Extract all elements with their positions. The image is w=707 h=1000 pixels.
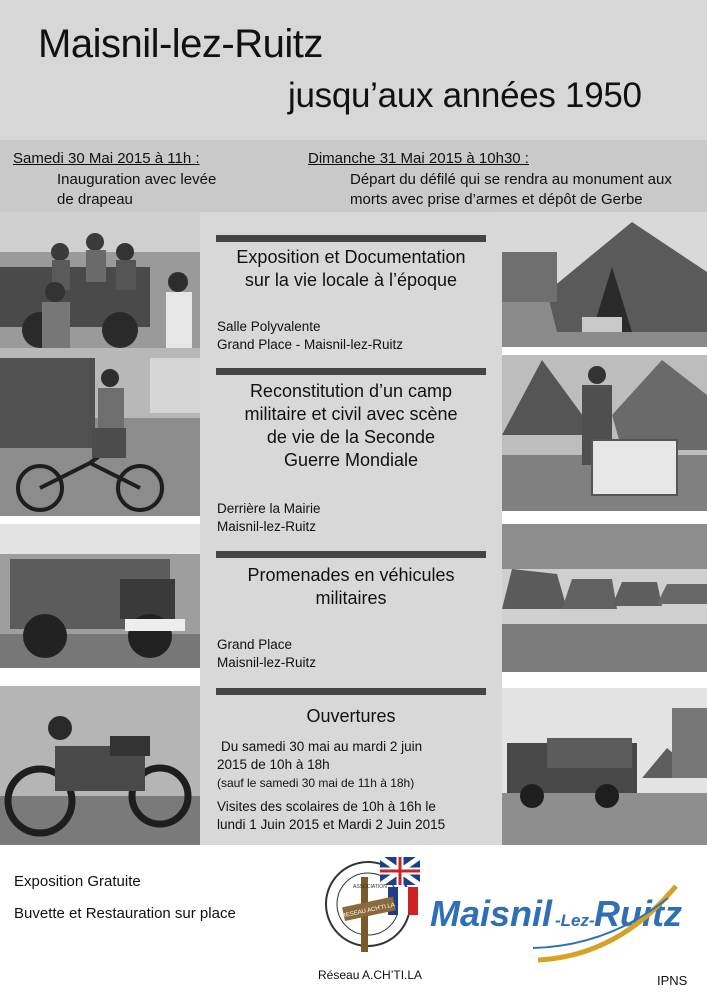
photo-soldiers-truck [0,212,200,348]
section-divider [216,551,486,558]
section-divider [216,688,486,695]
title-band [0,0,707,140]
town-logo [428,878,688,968]
saturday-line: de drapeau [57,191,133,208]
svg-text:-Lez-: -Lez- [555,911,595,930]
svg-text:Maisnil: Maisnil [430,893,553,934]
svg-text:RESEAU ACH'TI.LA: RESEAU ACH'TI.LA [341,902,396,920]
openings-title: Ouvertures [306,706,396,726]
ipns-label: IPNS [657,973,688,988]
saturday-line: Inauguration avec levée [57,171,217,188]
photo-camp-tents [502,524,707,672]
photo-camp-life [502,355,707,511]
sunday-line: morts avec prise d’armes et dépôt de Gerbe [350,191,643,208]
section-location: Salle Polyvalente Grand Place - Maisnil-lez-Ruitz [217,319,404,352]
sunday-heading: Dimanche 31 Mai 2015 à 10h30 : [308,150,529,167]
food-text: Buvette et Restauration sur place [14,905,236,922]
sunday-line: Départ du défilé qui se rendra au monument aux [350,171,672,188]
openings-dates: Du samedi 30 mai au mardi 2 juin 2015 de 10h à 18h (sauf le samedi 30 mai de 11h à 18h) [217,739,423,790]
photo-military-truck [502,688,707,845]
section-divider [216,235,486,242]
section-title: Exposition et Documentation sur la vie locale à l’époque [236,247,466,290]
section-location: Derrière la Mairie Maisnil-lez-Ruitz [217,501,321,534]
saturday-heading: Samedi 30 Mai 2015 à 11h : [13,150,200,167]
section-title: Reconstitution d’un camp militaire et civil avec scène de vie de la Seconde Guerre Mondiale [244,381,458,470]
association-seal [318,852,428,962]
page-subtitle: jusqu’aux années 1950 [288,76,642,115]
photo-jeep [0,524,200,668]
photo-bicycle-soldier [0,348,200,516]
network-name: Réseau A.CH’TI.LA [318,968,423,982]
section-divider [216,368,486,375]
svg-text:ASSOCIATION: ASSOCIATION [353,884,387,890]
photo-tent [502,212,707,347]
svg-text:Ruitz: Ruitz [594,893,682,934]
free-exhibition-text: Exposition Gratuite [14,873,141,890]
page-title: Maisnil-lez-Ruitz [38,22,323,66]
photo-motorcycle [0,686,200,845]
section-location: Grand Place Maisnil-lez-Ruitz [217,637,317,670]
openings-schools: Visites des scolaires de 10h à 16h le lundi 1 Juin 2015 et Mardi 2 Juin 2015 [217,799,446,832]
section-title: Promenades en véhicules militaires [247,565,455,608]
